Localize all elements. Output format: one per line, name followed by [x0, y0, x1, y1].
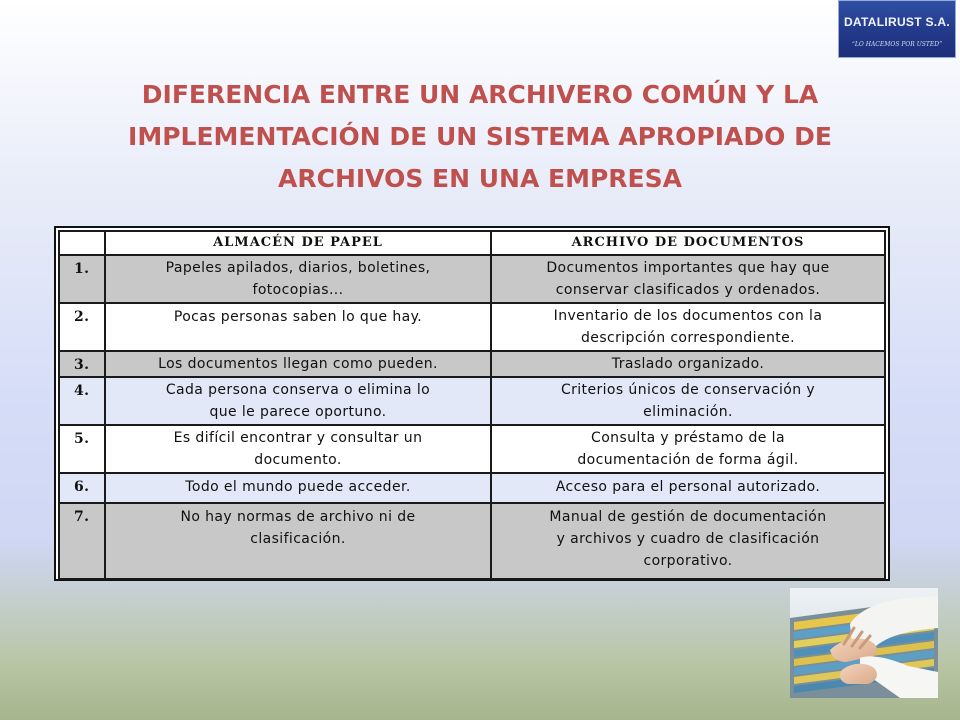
cell-line: eliminación. — [643, 404, 733, 420]
document-archive-cell — [491, 377, 885, 425]
file-cabinet-illustration — [790, 588, 938, 698]
comparison-table-frame — [54, 226, 890, 581]
cell-line: Es difícil encontrar y consultar un — [173, 430, 423, 446]
document-archive-cell — [491, 473, 885, 503]
cell-line: Todo el mundo puede acceder. — [185, 479, 411, 495]
cell-line: Criterios únicos de conservación y — [560, 382, 816, 398]
cell-line: documentación de forma ágil. — [577, 452, 799, 468]
document-archive-cell — [491, 425, 885, 473]
cell-line: Papeles apilados, diarios, boletines, — [165, 260, 431, 276]
row-number: 7. — [59, 503, 105, 579]
cell-line: Documentos importantes que hay que — [546, 260, 830, 276]
table-row — [59, 377, 885, 425]
paper-storage-cell — [105, 255, 491, 303]
slide-title-line-3: ARCHIVOS EN UNA EMPRESA — [278, 164, 682, 193]
cell-line: descripción correspondiente. — [581, 330, 795, 346]
header-number — [59, 231, 105, 255]
cell-line: conservar clasificados y ordenados. — [555, 282, 821, 298]
table-row — [59, 425, 885, 473]
cell-line: documento. — [254, 452, 342, 468]
row-number: 6. — [59, 473, 105, 503]
cell-line: que le parece oportuno. — [209, 404, 387, 420]
paper-storage-cell — [105, 351, 491, 377]
table-row — [59, 351, 885, 377]
row-number: 4. — [59, 377, 105, 425]
row-number: 1. — [59, 255, 105, 303]
paper-storage-cell — [105, 303, 491, 351]
cell-line: No hay normas de archivo ni de — [180, 509, 416, 525]
paper-storage-cell — [105, 503, 491, 579]
logo-slogan: “LO HACEMOS POR USTED” — [851, 41, 943, 48]
logo-company-name: DATALIRUST S.A. — [843, 15, 951, 29]
paper-storage-cell — [105, 473, 491, 503]
table-row — [59, 255, 885, 303]
cell-line: Inventario de los documentos con la — [553, 308, 823, 324]
comparison-table — [58, 230, 886, 580]
cell-line: clasificación. — [250, 531, 346, 547]
cell-line: Manual de gestión de documentación — [549, 509, 827, 525]
cell-line: Consulta y préstamo de la — [591, 430, 785, 446]
slide-title — [60, 74, 900, 200]
document-archive-cell — [491, 303, 885, 351]
cell-line: Cada persona conserva o elimina lo — [165, 382, 431, 398]
paper-storage-cell — [105, 425, 491, 473]
row-number: 2. — [59, 303, 105, 351]
slide-title-line-1: DIFERENCIA ENTRE UN ARCHIVERO COMÚN Y LA — [141, 80, 819, 109]
cell-line: y archivos y cuadro de clasificación — [556, 531, 820, 547]
file-cabinet-photo — [790, 588, 938, 698]
cell-line: Pocas personas saben lo que hay. — [173, 309, 423, 325]
header-paper-storage: ALMACÉN DE PAPEL — [105, 231, 491, 255]
cell-line: corporativo. — [643, 553, 733, 569]
row-number: 5. — [59, 425, 105, 473]
table-row — [59, 303, 885, 351]
row-number: 3. — [59, 351, 105, 377]
document-archive-cell — [491, 351, 885, 377]
cell-line: Acceso para el personal autorizado. — [555, 479, 821, 495]
table-row — [59, 473, 885, 503]
cell-line: Los documentos llegan como pueden. — [158, 356, 438, 372]
header-document-archive: ARCHIVO DE DOCUMENTOS — [491, 231, 885, 255]
cell-line: fotocopias... — [252, 282, 344, 298]
document-archive-cell — [491, 255, 885, 303]
paper-storage-cell — [105, 377, 491, 425]
slide-title-line-2: IMPLEMENTACIÓN DE UN SISTEMA APROPIADO DE — [128, 122, 832, 151]
table-row — [59, 503, 885, 579]
company-logo — [838, 0, 956, 58]
document-archive-cell — [491, 503, 885, 579]
table-header-row — [59, 231, 885, 255]
cell-line: Traslado organizado. — [611, 356, 765, 372]
